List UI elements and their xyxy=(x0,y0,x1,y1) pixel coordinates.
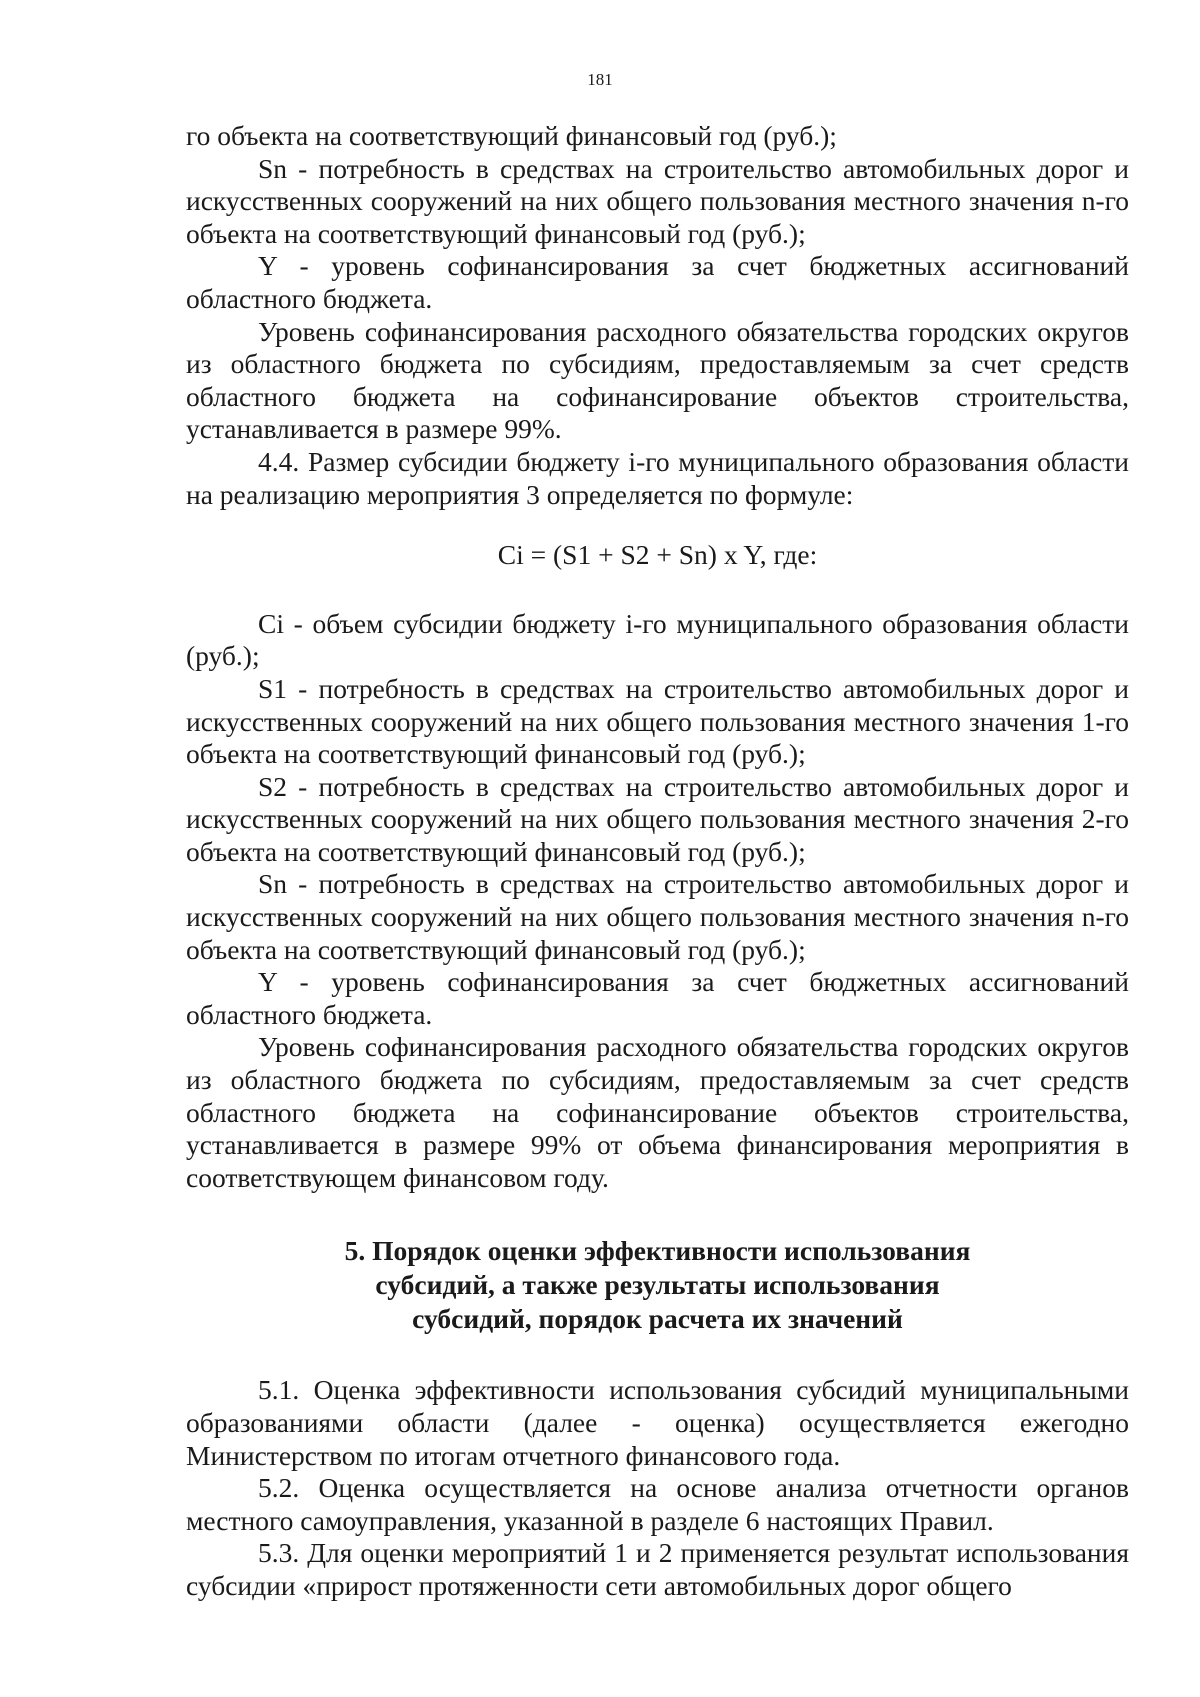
paragraph: го объекта на соответствующий финансовый год (руб.); xyxy=(186,120,837,151)
paragraph: Sn - потребность в средствах на строительство автомобильных дорог и искусственных сооружений на них общего пользования местного значения n-го объекта на соответствующий финансовый год (руб.); xyxy=(186,152,1129,249)
section-heading-line: субсидий, порядок расчета их значений xyxy=(412,1303,903,1335)
paragraph: 5.1. Оценка эффективности использования субсидий муниципальными образованиями области (далее - оценка) осуществляется ежегодно Министерством по итогам отчетного финансового года. xyxy=(186,1374,1129,1471)
document-body xyxy=(186,120,1129,1603)
paragraph: S2 - потребность в средствах на строительство автомобильных дорог и искусственных сооружений на них общего пользования местного значения 2-го объекта на соответствующий финансовый год (руб.); xyxy=(186,770,1129,867)
paragraph: Sn - потребность в средствах на строительство автомобильных дорог и искусственных сооружений на них общего пользования местного значения n-го объекта на соответствующий финансовый год (руб.); xyxy=(186,868,1129,965)
paragraph: 5.3. Для оценки мероприятий 1 и 2 применяется результат использования субсидии «прирост протяженности сети автомобильных дорог общего xyxy=(186,1537,1129,1601)
page-number: 181 xyxy=(587,70,613,89)
paragraph: Уровень софинансирования расходного обязательства городских округов из областного бюджета по субсидиям, предоставляемым за счет средств областного бюджета на софинансирование объектов строительства, устанавливается в размере 99%. xyxy=(186,315,1129,445)
formula: Ci = (S1 + S2 + Sn) x Y, где: xyxy=(497,539,818,571)
paragraph: Y - уровень софинансирования за счет бюджетных ассигнований областного бюджета. xyxy=(186,250,1129,314)
section-heading xyxy=(186,1234,1129,1336)
paragraph: 4.4. Размер субсидии бюджету i-го муниципального образования области на реализацию мероприятия 3 определяется по формуле: xyxy=(186,445,1129,510)
paragraph: Уровень софинансирования расходного обязательства городских округов из областного бюджета по субсидиям, предоставляемым за счет средств областного бюджета на софинансирование объектов строительства, устанавливается в размере 99% от объема финансирования мероприятия в соответствующем финансовом году. xyxy=(186,1031,1129,1193)
paragraph: 5.2. Оценка осуществляется на основе анализа отчетности органов местного самоуправления, указанной в разделе 6 настоящих Правил. xyxy=(186,1472,1129,1536)
section-heading-line: 5. Порядок оценки эффективности использования xyxy=(344,1235,971,1267)
paragraph: Ci - объем субсидии бюджету i-го муниципального образования области (руб.); xyxy=(186,607,1129,672)
paragraph: S1 - потребность в средствах на строительство автомобильных дорог и искусственных сооружений на них общего пользования местного значения 1-го объекта на соответствующий финансовый год (руб.); xyxy=(186,672,1129,770)
paragraph: Y - уровень софинансирования за счет бюджетных ассигнований областного бюджета. xyxy=(186,966,1129,1030)
section-heading-line: субсидий, а также результаты использования xyxy=(375,1269,940,1301)
